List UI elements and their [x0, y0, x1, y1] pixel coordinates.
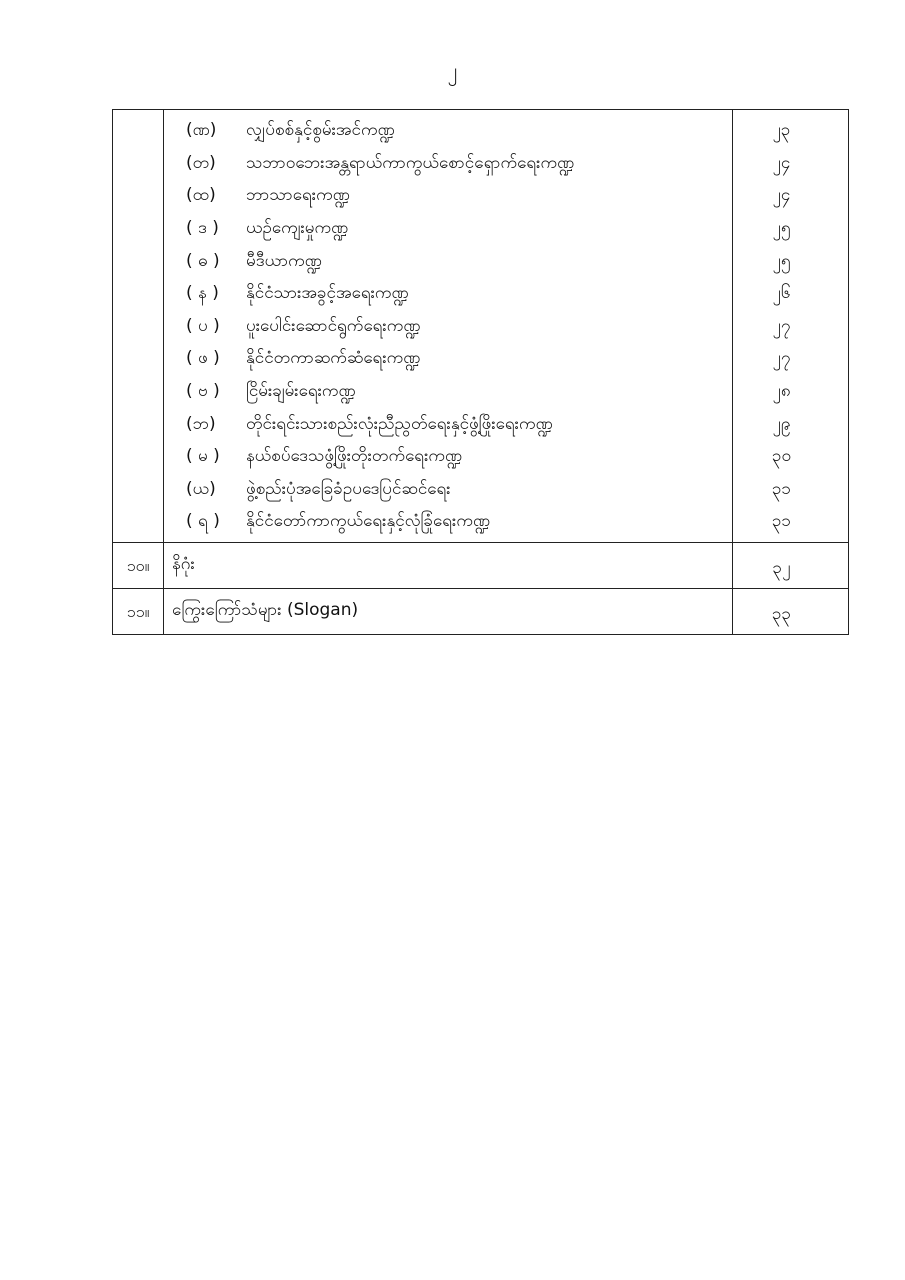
sub-item-label: ( ရ ) — [186, 511, 220, 532]
sub-items-cell — [164, 110, 733, 543]
list-item — [164, 375, 732, 408]
page-ref: ၂၄ — [772, 185, 791, 206]
list-item — [164, 407, 732, 440]
sub-item-label: (တ) — [186, 152, 216, 173]
list-item — [164, 244, 732, 277]
page-ref: ၂၇ — [772, 315, 791, 336]
sub-page-list — [733, 110, 848, 542]
sub-pages-cell — [733, 110, 849, 543]
sub-item-list — [164, 110, 732, 542]
page-ref: ၃၂ — [733, 543, 849, 589]
page-ref: ၂၅ — [772, 250, 791, 271]
list-item — [164, 212, 732, 245]
table-row — [113, 589, 849, 635]
sub-item-title: ဖွဲ့စည်းပုံအခြေခံဥပဒေပြင်ဆင်ရေး — [246, 478, 451, 499]
section-title: ကြွေးကြော်သံများ (Slogan) — [164, 589, 733, 635]
sub-item-label: ( ပ ) — [186, 315, 220, 336]
section-title: နိဂုံး — [164, 543, 733, 589]
list-item — [164, 342, 732, 375]
sub-item-title: ယဉ်ကျေးမှုကဏ္ဍ — [246, 218, 349, 239]
sub-item-title: သဘာဝဘေးအန္တရာယ်ကာကွယ်စောင့်ရှောက်ရေးကဏ္ဍ — [246, 152, 575, 173]
sub-item-title: နယ်စပ်ဒေသဖွံ့ဖြိုးတိုးတက်ရေးကဏ္ဍ — [246, 446, 463, 467]
sub-items-row — [113, 110, 849, 543]
sub-item-title: ဘာသာရေးကဏ္ဍ — [246, 185, 350, 206]
sub-item-label: (ထ) — [186, 185, 216, 206]
sub-item-title: တိုင်းရင်းသားစည်းလုံးညီညွတ်ရေးနှင့်ဖွံ့ဖြိုးရေးကဏ္ဍ — [246, 413, 553, 434]
page-ref: ၃၀ — [771, 446, 792, 467]
sub-item-label: (ဘ) — [186, 413, 216, 434]
sub-item-label: ( ဒ ) — [186, 218, 219, 239]
sub-item-title: နိုင်ငံသားအခွင့်အရေးကဏ္ဍ — [246, 283, 409, 304]
sub-item-title: နိုင်ငံတော်ကာကွယ်ရေးနှင့်လုံခြုံရေးကဏ္ဍ — [246, 511, 491, 532]
page-ref: ၃၁ — [771, 478, 792, 499]
list-item — [164, 114, 732, 147]
sub-item-title: နိုင်ငံတကာဆက်ဆံရေးကဏ္ဍ — [246, 348, 421, 369]
page-ref: ၂၄ — [772, 152, 791, 173]
list-item — [164, 440, 732, 473]
page-ref: ၂၅ — [772, 218, 791, 239]
list-item — [164, 179, 732, 212]
page-ref: ၂၉ — [772, 413, 791, 434]
page-ref: ၂၇ — [772, 348, 791, 369]
page-ref: ၃၁ — [771, 511, 792, 532]
page-ref: ၂၆ — [772, 283, 791, 304]
table-row — [113, 543, 849, 589]
page-ref: ၂၃ — [772, 120, 791, 141]
sub-item-title: ပူးပေါင်းဆောင်ရွက်ရေးကဏ္ဍ — [246, 315, 421, 336]
sub-item-title: ငြိမ်းချမ်းရေးကဏ္ဍ — [246, 381, 356, 402]
sub-item-label: (ယ) — [186, 478, 216, 499]
sub-item-label: (ဏ) — [186, 120, 217, 141]
list-item — [164, 310, 732, 343]
table-of-contents — [112, 109, 849, 635]
list-item — [164, 147, 732, 180]
page-ref: ၃၃ — [733, 589, 849, 635]
sub-item-title: လျှပ်စစ်နှင့်စွမ်းအင်ကဏ္ဍ — [246, 120, 395, 141]
sub-item-label: ( မ ) — [186, 446, 220, 467]
sub-item-label: ( ဓ ) — [186, 250, 220, 271]
sub-item-label: ( ဗ ) — [186, 381, 220, 402]
page-number: ၂ — [447, 58, 458, 82]
list-item — [164, 473, 732, 506]
list-item — [164, 277, 732, 310]
section-number: ၁၁။ — [113, 589, 164, 635]
page-ref: ၂၈ — [772, 381, 791, 402]
section-number-cell — [113, 110, 164, 543]
section-number: ၁၀။ — [113, 543, 164, 589]
sub-item-label: ( န ) — [186, 283, 219, 304]
sub-item-title: မီဒီယာကဏ္ဍ — [246, 250, 322, 271]
sub-item-label: ( ဖ ) — [186, 348, 220, 369]
list-item — [164, 505, 732, 538]
